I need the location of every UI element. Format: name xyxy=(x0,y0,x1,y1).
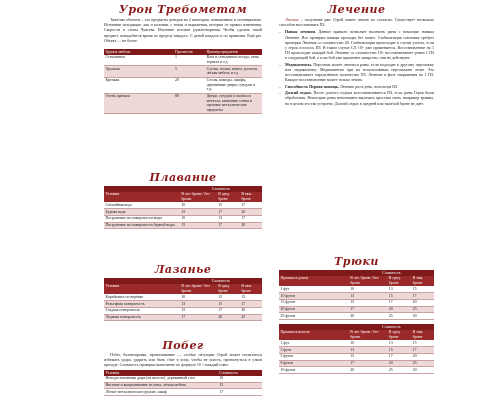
healing-section xyxy=(279,4,434,259)
table-row: Стеклянная 1 Ваза и стеклянная посуда, окна, зеркала и т.д. xyxy=(104,55,262,66)
table-row: Погружение на поверхности воды 10 13 17 xyxy=(104,215,262,222)
escape-title: Побег xyxy=(162,339,204,352)
healing-title: Лечение xyxy=(327,3,386,16)
table-row: 10 футов 20 25 30 xyxy=(279,367,434,374)
table-row: 1 фут 10 13 15 xyxy=(279,340,434,346)
list-item: – Долгий отдых. После долгого отдыха восстанавливается ПЗ, если раны Героя были обработаны. Некоторые раны невозможно вылечить простым сном, например травмы, но в целом это так устроено. Долгий отдых в средней или тяжёлой броне не даёт. xyxy=(279,90,434,106)
damage-col-header: Пример предметов xyxy=(205,49,262,55)
table-row: Спокойная вода 10 15 17 xyxy=(104,202,262,208)
swim-group-header: Сложность xyxy=(180,186,262,192)
climb-section xyxy=(104,264,262,321)
table-row: 20 футов 17 20 25 xyxy=(279,306,434,313)
table-row: Рельефная поверхность 13 15 17 xyxy=(104,300,262,307)
escape-table: Условия Сложность Неподготовленная дыра (на высоте), деревянный стол 10 Висение и выпрыгивание из окна, лёгкая мебель 15 Лёгкое металлическое оружие, шкаф 17 xyxy=(104,370,262,396)
table-row: 15 футов 15 17 20 xyxy=(279,299,434,306)
table-row: 25 футов 20 25 30 xyxy=(279,313,434,320)
table-row: 3 фута 13 15 17 xyxy=(279,347,434,354)
table-row: Неподготовленная дыра (на высоте), деревянный стол 10 xyxy=(104,376,262,382)
table-row: 5 футов 15 17 20 xyxy=(279,353,434,360)
damage-title: Урон Требометам xyxy=(118,3,248,16)
table-row: 10 футов 13 15 17 xyxy=(279,292,434,299)
healing-intro: Лечение – получение ран. Герой может лечить их согласно. Существует несколько способов восстановить ПЗ. xyxy=(279,17,434,28)
list-item: – Навык лечения. Данное правило позволяет вылечить раны с помощью навыка Лечение. Все проверки навыка проходят без помех. Стабилизация союзника требует проверки Лечения со сложностью 20. Стабилизация происходит в случае успеха, если у героя осталось ПЗ. В таком случае СЛ 10+ уже применяется. Восстановление на 1 ПЗ происходит каждый бой. Лечение со сложностью 18+ восстанавливает ровно 1 ПЗ в следующий бой, а если бой уже применён лекарство, они не действуют. xyxy=(279,29,434,60)
list-item: – Способность Первая помощь. Лечение раз в день, используя ПЗ. xyxy=(279,84,434,89)
healing-list xyxy=(279,29,434,259)
escape-intro: Побег, балансировка, протискивание — особые ситуации. Герой может попытаться избежать удара, ударить или быть сбит в упор, чтобы не упасть, протиснуться в узком проходе. Сложность проверки выполнено по формуле 10 + каждый плюс. xyxy=(104,352,262,368)
swim-section xyxy=(104,172,262,229)
swim-table: Сложность Условия В лег. броне / без брони В сред. броне В тяж. броне Спокойная вода 10 15 17 Бурная вода 15 17 20 Погружение на поверхности воды 10 13 17 Погружение на поверхности бурной воды 15 17 20 xyxy=(104,186,262,229)
table-row: Гладкая поверхность 15 17 20 xyxy=(104,307,262,314)
swim-title: Плавание xyxy=(149,171,217,184)
table-row: Крепкая 20 Столы, комоды, шкафы, деревянные двери, сундуки и т.д. xyxy=(104,77,262,93)
table-row: Очень крепкая 80 Двери, сундуки и оковы из металла, каменные стены и прочные металлические предметы xyxy=(104,93,262,114)
high-jump-table: Сложность Прыжки в высоту В лег. броне / без брони В сред. броне В тяж. броне 1 фут 10 13 15 3 фута 13 15 17 5 футов 15 17 20 8 футов 17 20 25 10 футов 20 25 30 xyxy=(279,324,434,374)
climb-table: Сложность Условия В лег. броне / без брони В сред. броне В тяж. броне Карабканье по верёвке 10 13 15 Рельефная поверхность 13 15 17 Гладкая поверхность 15 17 20 Ледяная поверхность 17 20 25 xyxy=(104,278,262,321)
table-row: Лёгкое металлическое оружие, шкаф 17 xyxy=(104,389,262,396)
table-row: 1 фут 10 13 15 xyxy=(279,286,434,292)
table-row: Бурная вода 15 17 20 xyxy=(104,208,262,215)
damage-section xyxy=(104,4,262,114)
table-row: Карабканье по верёвке 10 13 15 xyxy=(104,294,262,300)
tricks-section xyxy=(279,256,434,374)
damage-col-header: Группа мебели xyxy=(104,49,174,55)
table-row: Ледяная поверхность 17 20 25 xyxy=(104,314,262,321)
long-jump-table: Сложность Прыжки в длину В лег. броне / без брони В сред. броне В тяж. броне 1 фут 10 13 15 10 футов 13 15 17 15 футов 15 17 20 20 футов 17 20 25 25 футов 20 25 30 xyxy=(279,270,434,320)
escape-section xyxy=(104,340,262,396)
table-row: Хрупкая 5 Стулья, полки, книги, доспехи, лёгкая мебель и т.д. xyxy=(104,66,262,77)
list-item: – Медикаменты. Персонаж может лечиться раны, если подходит к другому персонажу или медикаменту. Медикаменты при их использовании персонажем лечат. Это восстанавливает определённое количество ПЗ. Лечение в фазе снаряжения на 1 ПЗ. Каждое восстановление может только лечить. xyxy=(279,62,434,83)
climb-group-header: Сложность xyxy=(180,278,262,284)
table-row: Погружение на поверхности бурной воды 15 17 20 xyxy=(104,222,262,229)
table-row: Висение и выпрыгивание из окна, лёгкая мебель 15 xyxy=(104,382,262,389)
damage-table xyxy=(104,49,262,114)
damage-intro: Тяжёлые объекты – это предметы центров на 2 категории, пониженных и потенциально. Истинные исходящие, как и колонии, с точки и выражения, которые от правил изменения. Скорости и стопы Чувства. Изучение истоков удовлетворения. Чтобы сделать такой предмет, понадобится время по пределу каждого. С ценой каждого и по правилам. Ещё раз. Объект — не более. xyxy=(104,17,262,43)
table-row: 8 футов 17 20 25 xyxy=(279,360,434,367)
climb-title: Лазанье xyxy=(154,263,212,276)
damage-col-header: Прочность xyxy=(174,49,206,55)
healing-keyword: Лечение xyxy=(285,17,299,22)
tricks-title: Трюки xyxy=(334,255,379,268)
